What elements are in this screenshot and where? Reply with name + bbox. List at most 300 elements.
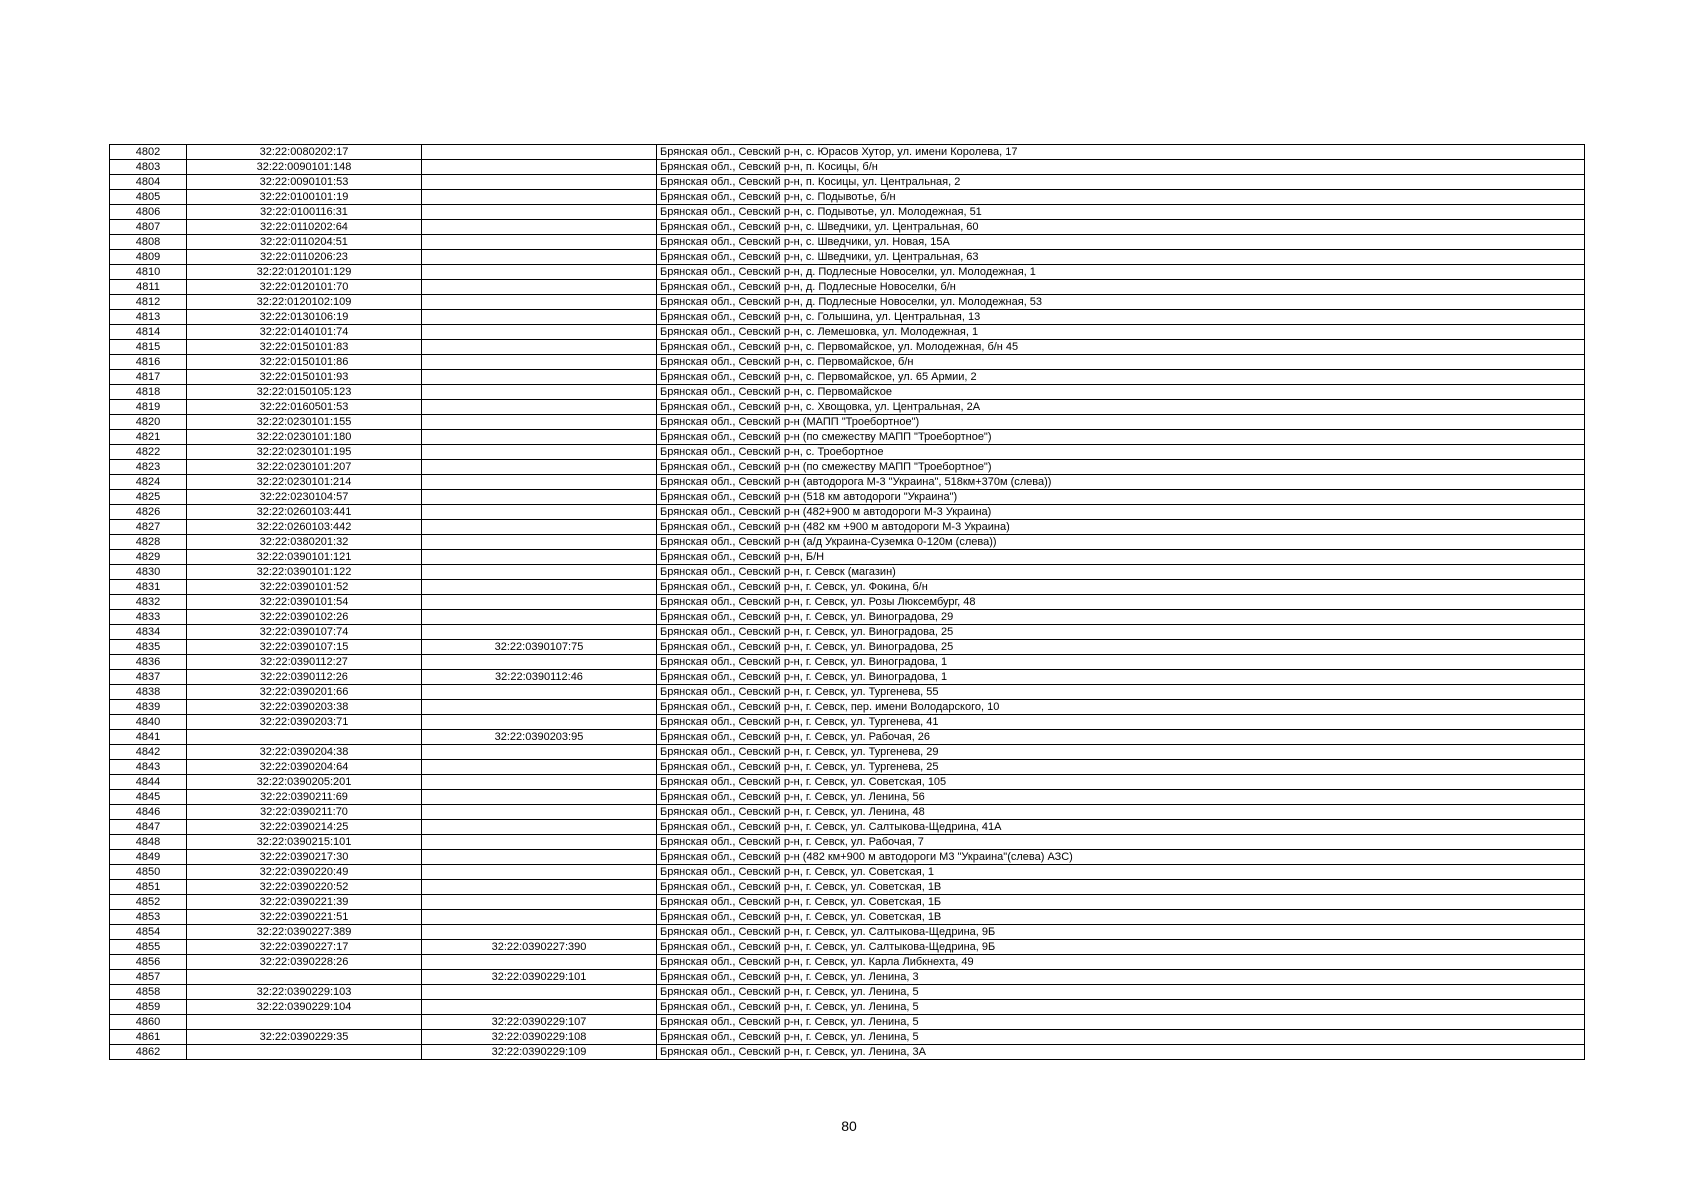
related-cadastral-number-cell [422, 295, 657, 310]
table-row [110, 190, 1585, 205]
cadastral-number-cell: 32:22:0390229:35 [187, 1030, 422, 1045]
table-row [110, 880, 1585, 895]
address-cell: Брянская обл., Севский р-н, г. Севск, ул. Рабочая, 26 [657, 730, 1585, 745]
related-cadastral-number-cell [422, 355, 657, 370]
cadastral-number-cell: 32:22:0390229:103 [187, 985, 422, 1000]
row-number-cell: 4811 [110, 280, 187, 295]
table-row [110, 850, 1585, 865]
row-number-cell: 4824 [110, 475, 187, 490]
cadastral-number-cell: 32:22:0150105:123 [187, 385, 422, 400]
address-cell: Брянская обл., Севский р-н, с. Шведчики, ул. Центральная, 60 [657, 220, 1585, 235]
table-row [110, 610, 1585, 625]
related-cadastral-number-cell [422, 865, 657, 880]
cadastral-number-cell: 32:22:0150101:86 [187, 355, 422, 370]
related-cadastral-number-cell: 32:22:0390229:107 [422, 1015, 657, 1030]
cadastral-number-cell [187, 970, 422, 985]
related-cadastral-number-cell [422, 520, 657, 535]
table-row [110, 1030, 1585, 1045]
address-cell: Брянская обл., Севский р-н, г. Севск, ул. Ленина, 5 [657, 1030, 1585, 1045]
table-row [110, 715, 1585, 730]
address-cell: Брянская обл., Севский р-н, с. Шведчики, ул. Центральная, 63 [657, 250, 1585, 265]
related-cadastral-number-cell [422, 235, 657, 250]
cadastral-number-cell: 32:22:0390201:66 [187, 685, 422, 700]
address-cell: Брянская обл., Севский р-н, г. Севск, ул. Ленина, 5 [657, 985, 1585, 1000]
address-cell: Брянская обл., Севский р-н, п. Косицы, ул. Центральная, 2 [657, 175, 1585, 190]
row-number-cell: 4859 [110, 1000, 187, 1015]
address-cell: Брянская обл., Севский р-н, г. Севск, ул. Тургенева, 29 [657, 745, 1585, 760]
address-cell: Брянская обл., Севский р-н, г. Севск, ул. Ленина, 5 [657, 1000, 1585, 1015]
address-cell: Брянская обл., Севский р-н (518 км автодороги "Украина") [657, 490, 1585, 505]
address-cell: Брянская обл., Севский р-н (по смежеству МАПП "Троебортное") [657, 430, 1585, 445]
cadastral-number-cell: 32:22:0230101:214 [187, 475, 422, 490]
address-cell: Брянская обл., Севский р-н, с. Голышина, ул. Центральная, 13 [657, 310, 1585, 325]
related-cadastral-number-cell [422, 745, 657, 760]
table-row [110, 775, 1585, 790]
cadastral-number-cell: 32:22:0230101:195 [187, 445, 422, 460]
table-row [110, 490, 1585, 505]
cadastral-number-cell: 32:22:0110204:51 [187, 235, 422, 250]
row-number-cell: 4843 [110, 760, 187, 775]
related-cadastral-number-cell [422, 685, 657, 700]
address-cell: Брянская обл., Севский р-н (МАПП "Троебортное") [657, 415, 1585, 430]
row-number-cell: 4841 [110, 730, 187, 745]
address-cell: Брянская обл., Севский р-н, г. Севск, пер. имени Володарского, 10 [657, 700, 1585, 715]
table-row [110, 370, 1585, 385]
related-cadastral-number-cell: 32:22:0390203:95 [422, 730, 657, 745]
table-row [110, 565, 1585, 580]
table-row [110, 520, 1585, 535]
cadastral-number-cell: 32:22:0100101:19 [187, 190, 422, 205]
address-cell: Брянская обл., Севский р-н, г. Севск, ул. Советская, 105 [657, 775, 1585, 790]
row-number-cell: 4808 [110, 235, 187, 250]
related-cadastral-number-cell [422, 985, 657, 1000]
cadastral-number-cell: 32:22:0100116:31 [187, 205, 422, 220]
table-row [110, 940, 1585, 955]
table-row [110, 865, 1585, 880]
cadastral-number-cell: 32:22:0120101:129 [187, 265, 422, 280]
cadastral-number-cell: 32:22:0390211:70 [187, 805, 422, 820]
address-cell: Брянская обл., Севский р-н, г. Севск, ул. Ленина, 56 [657, 790, 1585, 805]
address-cell: Брянская обл., Севский р-н, д. Подлесные Новоселки, ул. Молодежная, 53 [657, 295, 1585, 310]
address-cell: Брянская обл., Севский р-н, с. Первомайское, ул. Молодежная, б/н 45 [657, 340, 1585, 355]
related-cadastral-number-cell [422, 925, 657, 940]
related-cadastral-number-cell: 32:22:0390112:46 [422, 670, 657, 685]
related-cadastral-number-cell [422, 400, 657, 415]
row-number-cell: 4809 [110, 250, 187, 265]
related-cadastral-number-cell [422, 550, 657, 565]
cadastral-number-cell: 32:22:0120102:109 [187, 295, 422, 310]
related-cadastral-number-cell [422, 475, 657, 490]
table-row [110, 295, 1585, 310]
address-cell: Брянская обл., Севский р-н, г. Севск, ул. Тургенева, 25 [657, 760, 1585, 775]
related-cadastral-number-cell [422, 415, 657, 430]
table-row [110, 700, 1585, 715]
related-cadastral-number-cell [422, 700, 657, 715]
row-number-cell: 4817 [110, 370, 187, 385]
row-number-cell: 4848 [110, 835, 187, 850]
row-number-cell: 4833 [110, 610, 187, 625]
related-cadastral-number-cell: 32:22:0390229:108 [422, 1030, 657, 1045]
row-number-cell: 4816 [110, 355, 187, 370]
address-cell: Брянская обл., Севский р-н, г. Севск, ул. Фокина, б/н [657, 580, 1585, 595]
table-row [110, 580, 1585, 595]
cadastral-number-cell: 32:22:0390217:30 [187, 850, 422, 865]
cadastral-number-cell: 32:22:0390221:51 [187, 910, 422, 925]
cadastral-number-cell: 32:22:0130106:19 [187, 310, 422, 325]
cadastral-number-cell: 32:22:0390102:26 [187, 610, 422, 625]
table-row [110, 205, 1585, 220]
address-cell: Брянская обл., Севский р-н (482+900 м автодороги М-3 Украина) [657, 505, 1585, 520]
row-number-cell: 4823 [110, 460, 187, 475]
cadastral-number-cell: 32:22:0390220:52 [187, 880, 422, 895]
related-cadastral-number-cell [422, 340, 657, 355]
address-cell: Брянская обл., Севский р-н, г. Севск, ул. Виноградова, 25 [657, 625, 1585, 640]
address-cell: Брянская обл., Севский р-н, с. Троебортное [657, 445, 1585, 460]
table-row [110, 955, 1585, 970]
row-number-cell: 4819 [110, 400, 187, 415]
address-cell: Брянская обл., Севский р-н, г. Севск, ул. Советская, 1В [657, 910, 1585, 925]
related-cadastral-number-cell [422, 325, 657, 340]
related-cadastral-number-cell [422, 715, 657, 730]
related-cadastral-number-cell: 32:22:0390229:109 [422, 1045, 657, 1060]
row-number-cell: 4847 [110, 820, 187, 835]
table-row [110, 550, 1585, 565]
table-row [110, 160, 1585, 175]
row-number-cell: 4842 [110, 745, 187, 760]
table-row [110, 340, 1585, 355]
related-cadastral-number-cell [422, 385, 657, 400]
related-cadastral-number-cell [422, 775, 657, 790]
row-number-cell: 4803 [110, 160, 187, 175]
row-number-cell: 4853 [110, 910, 187, 925]
cadastral-number-cell: 32:22:0390228:26 [187, 955, 422, 970]
table-row [110, 835, 1585, 850]
cadastral-number-cell: 32:22:0390203:71 [187, 715, 422, 730]
address-cell: Брянская обл., Севский р-н, Б/Н [657, 550, 1585, 565]
related-cadastral-number-cell [422, 250, 657, 265]
table-row [110, 820, 1585, 835]
address-cell: Брянская обл., Севский р-н, г. Севск, ул. Ленина, 48 [657, 805, 1585, 820]
address-cell: Брянская обл., Севский р-н, с. Первомайское [657, 385, 1585, 400]
address-cell: Брянская обл., Севский р-н, г. Севск, ул. Виноградова, 29 [657, 610, 1585, 625]
cadastral-number-cell: 32:22:0110206:23 [187, 250, 422, 265]
related-cadastral-number-cell [422, 580, 657, 595]
row-number-cell: 4856 [110, 955, 187, 970]
cadastral-number-cell: 32:22:0230101:155 [187, 415, 422, 430]
related-cadastral-number-cell [422, 760, 657, 775]
table-row [110, 790, 1585, 805]
row-number-cell: 4827 [110, 520, 187, 535]
table-row [110, 910, 1585, 925]
related-cadastral-number-cell [422, 880, 657, 895]
address-cell: Брянская обл., Севский р-н (482 км +900 м автодороги М-3 Украина) [657, 520, 1585, 535]
address-cell: Брянская обл., Севский р-н, г. Севск, ул. Рабочая, 7 [657, 835, 1585, 850]
address-cell: Брянская обл., Севский р-н, г. Севск, ул. Ленина, 3 [657, 970, 1585, 985]
related-cadastral-number-cell [422, 370, 657, 385]
related-cadastral-number-cell [422, 835, 657, 850]
cadastral-number-cell: 32:22:0230101:180 [187, 430, 422, 445]
cadastral-number-cell: 32:22:0390229:104 [187, 1000, 422, 1015]
row-number-cell: 4822 [110, 445, 187, 460]
related-cadastral-number-cell [422, 790, 657, 805]
address-cell: Брянская обл., Севский р-н, г. Севск, ул. Тургенева, 55 [657, 685, 1585, 700]
cadastral-number-cell: 32:22:0390214:25 [187, 820, 422, 835]
row-number-cell: 4813 [110, 310, 187, 325]
related-cadastral-number-cell [422, 820, 657, 835]
related-cadastral-number-cell [422, 910, 657, 925]
row-number-cell: 4851 [110, 880, 187, 895]
cadastral-number-cell: 32:22:0390107:15 [187, 640, 422, 655]
row-number-cell: 4858 [110, 985, 187, 1000]
related-cadastral-number-cell [422, 595, 657, 610]
table-row [110, 355, 1585, 370]
row-number-cell: 4852 [110, 895, 187, 910]
cadastral-number-cell [187, 1045, 422, 1060]
table-row [110, 325, 1585, 340]
related-cadastral-number-cell: 32:22:0390229:101 [422, 970, 657, 985]
table-row [110, 925, 1585, 940]
cadastral-number-cell: 32:22:0090101:53 [187, 175, 422, 190]
related-cadastral-number-cell [422, 895, 657, 910]
address-cell: Брянская обл., Севский р-н, г. Севск, ул. Ленина, 3А [657, 1045, 1585, 1060]
related-cadastral-number-cell [422, 280, 657, 295]
related-cadastral-number-cell [422, 190, 657, 205]
address-cell: Брянская обл., Севский р-н (а/д Украина-Суземка 0-120м (слева)) [657, 535, 1585, 550]
row-number-cell: 4844 [110, 775, 187, 790]
row-number-cell: 4812 [110, 295, 187, 310]
row-number-cell: 4855 [110, 940, 187, 955]
cadastral-number-cell: 32:22:0230104:57 [187, 490, 422, 505]
table-row [110, 985, 1585, 1000]
cadastral-number-cell: 32:22:0230101:207 [187, 460, 422, 475]
related-cadastral-number-cell [422, 610, 657, 625]
row-number-cell: 4807 [110, 220, 187, 235]
address-cell: Брянская обл., Севский р-н, с. Хвощовка, ул. Центральная, 2А [657, 400, 1585, 415]
cadastral-number-cell: 32:22:0390204:38 [187, 745, 422, 760]
cadastral-number-cell: 32:22:0110202:64 [187, 220, 422, 235]
table-row [110, 280, 1585, 295]
row-number-cell: 4839 [110, 700, 187, 715]
cadastral-number-cell: 32:22:0390101:122 [187, 565, 422, 580]
row-number-cell: 4828 [110, 535, 187, 550]
cadastral-number-cell: 32:22:0380201:32 [187, 535, 422, 550]
related-cadastral-number-cell [422, 655, 657, 670]
row-number-cell: 4846 [110, 805, 187, 820]
cadastral-number-cell: 32:22:0390215:101 [187, 835, 422, 850]
row-number-cell: 4810 [110, 265, 187, 280]
table-row [110, 745, 1585, 760]
table-row [110, 1015, 1585, 1030]
row-number-cell: 4825 [110, 490, 187, 505]
cadastral-number-cell: 32:22:0090101:148 [187, 160, 422, 175]
table-row [110, 175, 1585, 190]
row-number-cell: 4845 [110, 790, 187, 805]
address-cell: Брянская обл., Севский р-н (по смежеству МАПП "Троебортное") [657, 460, 1585, 475]
row-number-cell: 4805 [110, 190, 187, 205]
related-cadastral-number-cell [422, 565, 657, 580]
table-row [110, 235, 1585, 250]
cadastral-number-cell: 32:22:0390112:27 [187, 655, 422, 670]
related-cadastral-number-cell [422, 205, 657, 220]
table-row [110, 415, 1585, 430]
address-cell: Брянская обл., Севский р-н, г. Севск, ул. Карла Либкнехта, 49 [657, 955, 1585, 970]
row-number-cell: 4834 [110, 625, 187, 640]
related-cadastral-number-cell [422, 460, 657, 475]
related-cadastral-number-cell [422, 625, 657, 640]
table-row [110, 445, 1585, 460]
row-number-cell: 4861 [110, 1030, 187, 1045]
cadastral-number-cell: 32:22:0140101:74 [187, 325, 422, 340]
cadastral-number-cell: 32:22:0390227:389 [187, 925, 422, 940]
related-cadastral-number-cell [422, 850, 657, 865]
related-cadastral-number-cell: 32:22:0390107:75 [422, 640, 657, 655]
row-number-cell: 4849 [110, 850, 187, 865]
cadastral-number-cell: 32:22:0080202:17 [187, 145, 422, 160]
cadastral-number-cell [187, 730, 422, 745]
row-number-cell: 4838 [110, 685, 187, 700]
table-row [110, 505, 1585, 520]
table-row [110, 1045, 1585, 1060]
table-row [110, 145, 1585, 160]
cadastral-number-cell: 32:22:0390101:121 [187, 550, 422, 565]
cadastral-number-cell: 32:22:0260103:441 [187, 505, 422, 520]
address-cell: Брянская обл., Севский р-н, г. Севск, ул. Советская, 1Б [657, 895, 1585, 910]
address-cell: Брянская обл., Севский р-н, д. Подлесные Новоселки, ул. Молодежная, 1 [657, 265, 1585, 280]
address-cell: Брянская обл., Севский р-н, г. Севск, ул. Советская, 1В [657, 880, 1585, 895]
row-number-cell: 4814 [110, 325, 187, 340]
table-row [110, 730, 1585, 745]
table-row [110, 385, 1585, 400]
cadastral-number-cell: 32:22:0150101:83 [187, 340, 422, 355]
address-cell: Брянская обл., Севский р-н, с. Шведчики, ул. Новая, 15А [657, 235, 1585, 250]
address-cell: Брянская обл., Севский р-н, г. Севск (магазин) [657, 565, 1585, 580]
address-cell: Брянская обл., Севский р-н, с. Юрасов Хутор, ул. имени Королева, 17 [657, 145, 1585, 160]
address-cell: Брянская обл., Севский р-н, г. Севск, ул. Виноградова, 1 [657, 670, 1585, 685]
cadastral-number-cell: 32:22:0390227:17 [187, 940, 422, 955]
related-cadastral-number-cell [422, 220, 657, 235]
row-number-cell: 4850 [110, 865, 187, 880]
row-number-cell: 4862 [110, 1045, 187, 1060]
address-cell: Брянская обл., Севский р-н, г. Севск, ул. Виноградова, 25 [657, 640, 1585, 655]
address-cell: Брянская обл., Севский р-н, г. Севск, ул. Ленина, 5 [657, 1015, 1585, 1030]
cadastral-number-cell: 32:22:0390112:26 [187, 670, 422, 685]
address-cell: Брянская обл., Севский р-н, г. Севск, ул. Советская, 1 [657, 865, 1585, 880]
related-cadastral-number-cell [422, 535, 657, 550]
row-number-cell: 4835 [110, 640, 187, 655]
address-cell: Брянская обл., Севский р-н, г. Севск, ул. Салтыкова-Щедрина, 9Б [657, 940, 1585, 955]
cadastral-number-cell: 32:22:0390220:49 [187, 865, 422, 880]
table-row [110, 895, 1585, 910]
related-cadastral-number-cell [422, 430, 657, 445]
related-cadastral-number-cell [422, 505, 657, 520]
table-row [110, 535, 1585, 550]
table-row [110, 400, 1585, 415]
row-number-cell: 4836 [110, 655, 187, 670]
address-cell: Брянская обл., Севский р-н, г. Севск, ул. Тургенева, 41 [657, 715, 1585, 730]
cadastral-number-cell: 32:22:0150101:93 [187, 370, 422, 385]
row-number-cell: 4818 [110, 385, 187, 400]
related-cadastral-number-cell [422, 490, 657, 505]
table-row [110, 475, 1585, 490]
row-number-cell: 4837 [110, 670, 187, 685]
cadastral-number-cell [187, 1015, 422, 1030]
table-row [110, 1000, 1585, 1015]
cadastral-number-cell: 32:22:0390211:69 [187, 790, 422, 805]
row-number-cell: 4802 [110, 145, 187, 160]
related-cadastral-number-cell [422, 265, 657, 280]
cadastral-number-cell: 32:22:0390221:39 [187, 895, 422, 910]
row-number-cell: 4854 [110, 925, 187, 940]
cadastral-number-cell: 32:22:0390205:201 [187, 775, 422, 790]
page-number: 80 [841, 1118, 857, 1134]
row-number-cell: 4821 [110, 430, 187, 445]
row-number-cell: 4830 [110, 565, 187, 580]
cadastral-number-cell: 32:22:0120101:70 [187, 280, 422, 295]
related-cadastral-number-cell: 32:22:0390227:390 [422, 940, 657, 955]
table-row [110, 220, 1585, 235]
related-cadastral-number-cell [422, 955, 657, 970]
related-cadastral-number-cell [422, 160, 657, 175]
related-cadastral-number-cell [422, 805, 657, 820]
address-cell: Брянская обл., Севский р-н, с. Первомайское, ул. 65 Армии, 2 [657, 370, 1585, 385]
table-row [110, 655, 1585, 670]
table-body [110, 145, 1585, 1060]
row-number-cell: 4840 [110, 715, 187, 730]
address-cell: Брянская обл., Севский р-н, г. Севск, ул. Салтыкова-Щедрина, 41А [657, 820, 1585, 835]
address-cell: Брянская обл., Севский р-н, с. Подывотье, б/н [657, 190, 1585, 205]
row-number-cell: 4860 [110, 1015, 187, 1030]
address-cell: Брянская обл., Севский р-н, с. Лемешовка, ул. Молодежная, 1 [657, 325, 1585, 340]
table-row [110, 970, 1585, 985]
related-cadastral-number-cell [422, 175, 657, 190]
table-row [110, 670, 1585, 685]
address-cell: Брянская обл., Севский р-н, с. Первомайское, б/н [657, 355, 1585, 370]
cadastral-number-cell: 32:22:0260103:442 [187, 520, 422, 535]
table-row [110, 640, 1585, 655]
table-row [110, 805, 1585, 820]
address-cell: Брянская обл., Севский р-н, г. Севск, ул. Салтыкова-Щедрина, 9Б [657, 925, 1585, 940]
address-cell: Брянская обл., Севский р-н, г. Севск, ул. Виноградова, 1 [657, 655, 1585, 670]
address-cell: Брянская обл., Севский р-н, д. Подлесные Новоселки, б/н [657, 280, 1585, 295]
row-number-cell: 4832 [110, 595, 187, 610]
address-cell: Брянская обл., Севский р-н (482 км+900 м автодороги М3 "Украина"(слева) АЗС) [657, 850, 1585, 865]
cadastral-number-cell: 32:22:0390204:64 [187, 760, 422, 775]
cadastral-number-cell: 32:22:0160501:53 [187, 400, 422, 415]
row-number-cell: 4829 [110, 550, 187, 565]
address-cell: Брянская обл., Севский р-н (автодорога М-3 "Украина", 518км+370м (слева)) [657, 475, 1585, 490]
row-number-cell: 4820 [110, 415, 187, 430]
table-row [110, 265, 1585, 280]
related-cadastral-number-cell [422, 145, 657, 160]
row-number-cell: 4806 [110, 205, 187, 220]
table-row [110, 250, 1585, 265]
table-row [110, 625, 1585, 640]
table-row [110, 760, 1585, 775]
related-cadastral-number-cell [422, 445, 657, 460]
address-cell: Брянская обл., Севский р-н, п. Косицы, б/н [657, 160, 1585, 175]
table-row [110, 685, 1585, 700]
related-cadastral-number-cell [422, 1000, 657, 1015]
row-number-cell: 4831 [110, 580, 187, 595]
table-row [110, 430, 1585, 445]
cadastral-number-cell: 32:22:0390101:54 [187, 595, 422, 610]
cadastral-number-cell: 32:22:0390107:74 [187, 625, 422, 640]
row-number-cell: 4815 [110, 340, 187, 355]
cadastral-number-cell: 32:22:0390203:38 [187, 700, 422, 715]
row-number-cell: 4804 [110, 175, 187, 190]
data-table [109, 144, 1585, 1060]
row-number-cell: 4857 [110, 970, 187, 985]
